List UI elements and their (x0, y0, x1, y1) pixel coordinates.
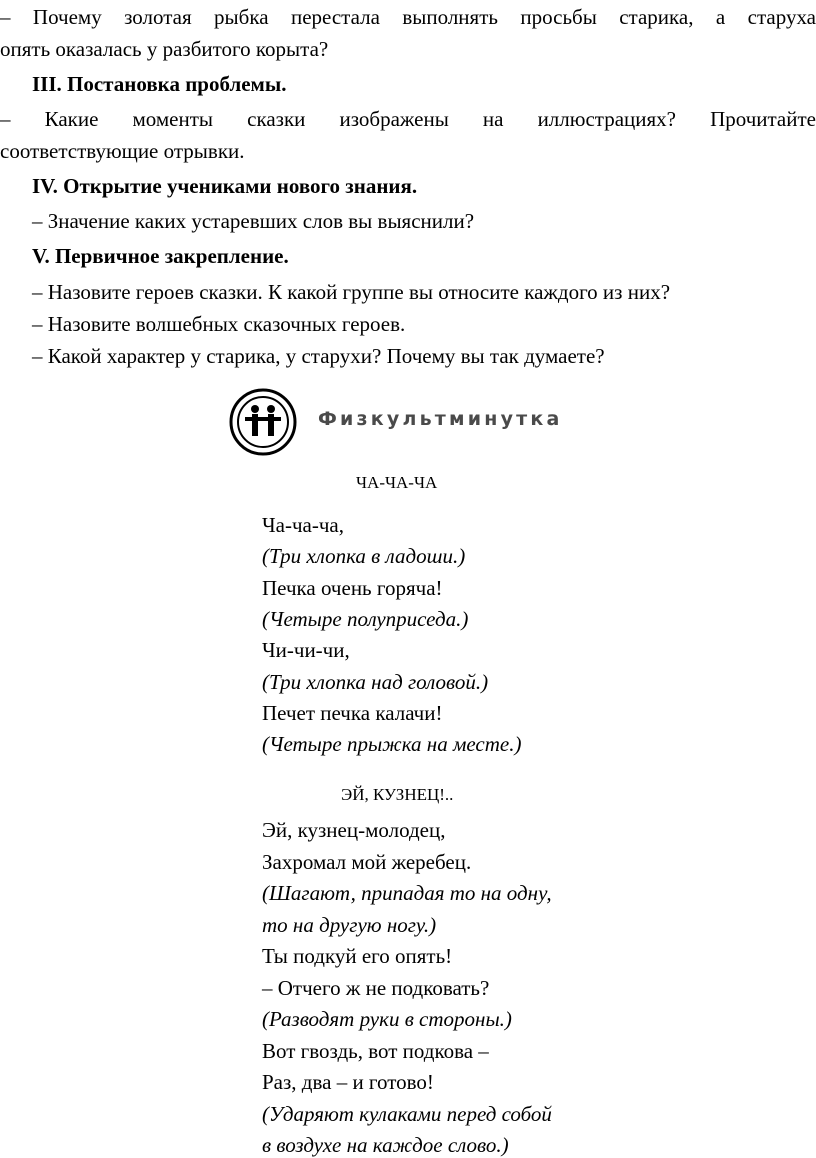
poem-line: Эй, кузнец-молодец, (262, 818, 446, 842)
poem-line: Чи-чи-чи, (262, 638, 350, 663)
section-5-question-3: – Какой характер у старика, у старухи? Почему вы так думаете? (32, 344, 605, 368)
poem-line: Вот гвоздь, вот подкова – (262, 1038, 489, 1063)
poem-line: Ча-ча-ча, (262, 513, 344, 537)
section-3-question-line-2: соответствующие отрывки. (0, 139, 245, 163)
poem-stage-direction: (Ударяют кулаками перед собой (262, 1101, 552, 1126)
section-5-question-2: – Назовите волшебных сказочных героев. (32, 312, 406, 336)
poem-line: Захромал мой жеребец. (262, 849, 472, 874)
fizkultminutka-title: Физкультминутка (318, 408, 563, 430)
poem-line: – Отчего ж не подковать? (262, 975, 490, 1000)
intro-question-line-1: – Почему золотая рыбка перестала выполнять просьбы старика, а старуха (0, 5, 816, 29)
section-5-question-1: – Назовите героев сказки. К какой группе вы относите каждого из них? (32, 280, 671, 304)
poem-stage-direction: (Три хлопка в ладоши.) (262, 544, 466, 569)
section-3-heading: III. Постановка проблемы. (32, 72, 287, 96)
poem-line: Печка очень горяча! (262, 575, 443, 600)
poem-stage-direction: (Четыре прыжка на месте.) (262, 732, 522, 757)
two-children-icon (229, 388, 297, 456)
poem-stage-direction: (Четыре полуприседа.) (262, 606, 469, 631)
section-3-question-line-1: – Какие моменты сказки изображены на иллюстрациях? Прочитайте (0, 107, 816, 131)
poem-line: Печет печка калачи! (262, 700, 443, 725)
poem-stage-direction: (Разводят руки в стороны.) (262, 1007, 512, 1031)
section-4-heading: IV. Открытие учениками нового знания. (32, 174, 418, 198)
section-5-heading: V. Первичное закрепление. (32, 244, 289, 268)
poem-stage-direction: (Три хлопка над головой.) (262, 669, 489, 694)
poem-stage-direction: то на другую ногу.) (262, 912, 437, 937)
poem-2-title: ЭЙ, КУЗНЕЦ!.. (341, 785, 454, 804)
poem-stage-direction: в воздухе на каждое слово.) (262, 1133, 509, 1157)
intro-question-line-2: опять оказалась у разбитого корыта? (0, 37, 329, 61)
poem-line: Раз, два – и готово! (262, 1070, 434, 1094)
poem-line: Ты подкуй его опять! (262, 944, 453, 968)
poem-stage-direction: (Шагают, припадая то на одну, (262, 881, 552, 905)
poem-1-title: ЧА-ЧА-ЧА (356, 473, 438, 492)
section-4-question-1: – Значение каких устаревших слов вы выяснили? (32, 209, 475, 233)
